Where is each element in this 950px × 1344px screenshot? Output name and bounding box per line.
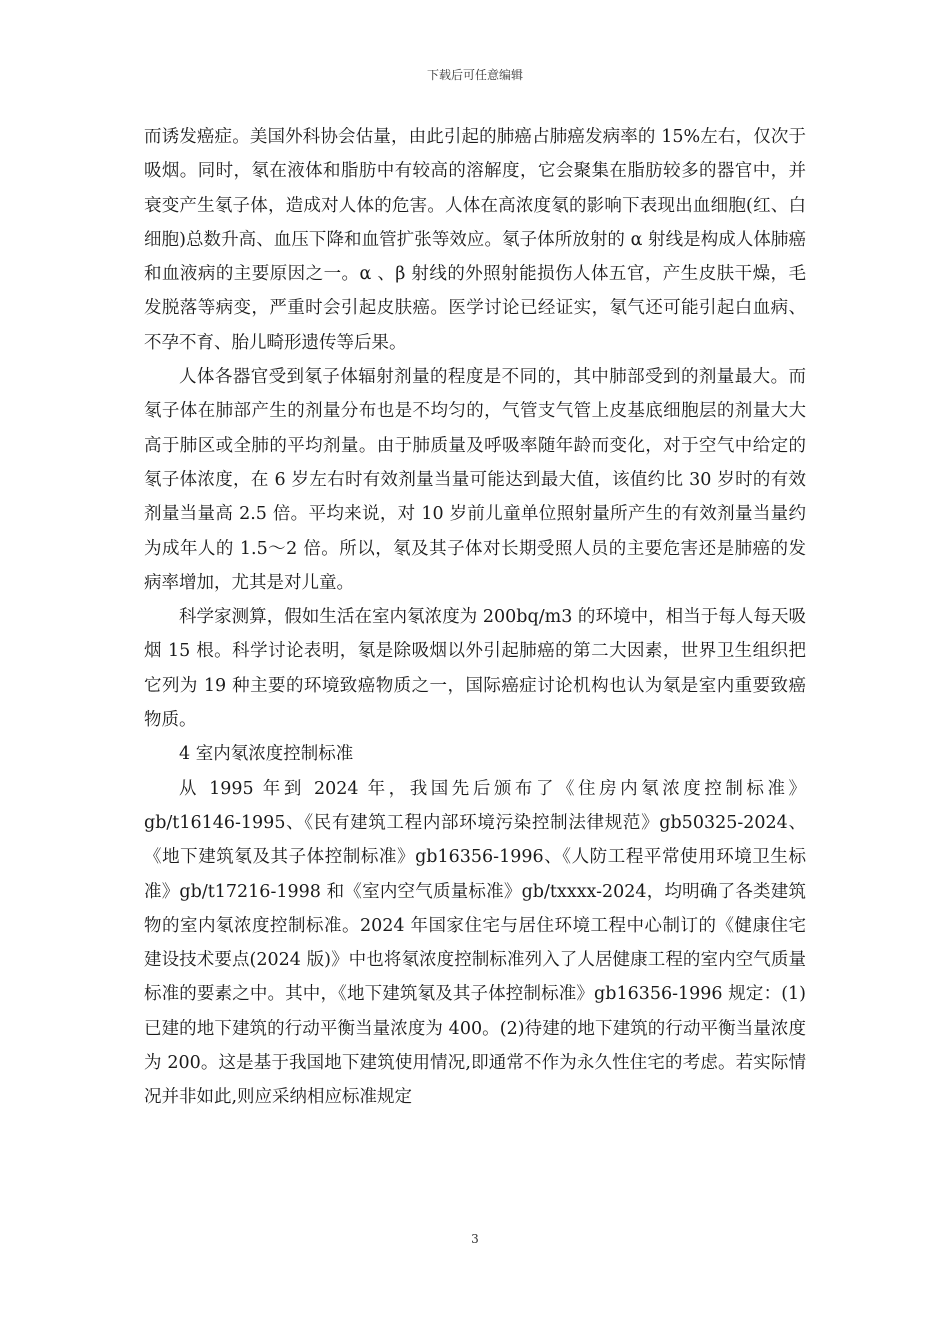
page-header: 下载后可任意编辑 xyxy=(426,68,523,82)
body-paragraph: 从 1995 年到 2024 年，我国先后颁布了《住房内氡浓度控制标准》gb/t16146-1995、《民有建筑工程内部环境污染控制法律规范》gb50325-2024、《地下建筑氡及其子体控制标准》gb16356-1996、《人防工程平常使用环境卫生标准》gb/t17216-1998 和《室内空气质量标准》gb/txxxx-2024，均明确了各类建筑物的室内氡浓度控制标准。2024 年国家住宅与居住环境工程中心制订的《健康住宅建设技术要点(2024 版)》中也将氡浓度控制标准列入了人居健康工程的室内空气质量标准的要素之中。其中，《地下建筑氡及其子体控制标准》gb16356-1996 规定：(1)已建的地下建筑的行动平衡当量浓度为 400。(2)待建的地下建筑的行动平衡当量浓度为 200。这是基于我国地下建筑使用情况,即通常不作为永久性住宅的考虑。若实际情况并非如此,则应采纳相应标准规定 xyxy=(144,778,806,1108)
page-number: 3 xyxy=(471,1232,479,1246)
body-paragraph: 而诱发癌症。美国外科协会估量，由此引起的肺癌占肺癌发病率的 15%左右，仅次于吸烟。同时，氡在液体和脂肪中有较高的溶解度，它会聚集在脂肪较多的器官中，并衰变产生氡子体，造成对人体的危害。人体在高浓度氡的影响下表现出血细胞(红、白细胞)总数升高、血压下降和血管扩张等效应。氡子体所放射的 α 射线是构成人体肺癌和血液病的主要原因之一。α 、β 射线的外照射能损伤人体五官，产生皮肤干燥，毛发脱落等病变，严重时会引起皮肤癌。医学讨论已经证实，氡气还可能引起白血病、不孕不育、胎儿畸形遗传等后果。 xyxy=(144,127,806,353)
section-heading: 4 室内氡浓度控制标准 xyxy=(179,744,354,765)
document-body xyxy=(144,120,806,1115)
body-paragraph: 科学家测算，假如生活在室内氡浓度为 200bq/m3 的环境中，相当于每人每天吸烟 15 根。科学讨论表明，氡是除吸烟以外引起肺癌的第二大因素，世界卫生组织把它列为 19 种主要的环境致癌物质之一，国际癌症讨论机构也认为氡是室内重要致癌物质。 xyxy=(144,607,806,731)
body-paragraph: 人体各器官受到氡子体辐射剂量的程度是不同的，其中肺部受到的剂量最大。而氡子体在肺部产生的剂量分布也是不均匀的，气管支气管上皮基底细胞层的剂量大大高于肺区或全肺的平均剂量。由于肺质量及呼吸率随年龄而变化，对于空气中给定的氡子体浓度，在 6 岁左右时有效剂量当量可能达到最大值，该值约比 30 岁时的有效剂量当量高 2.5 倍。平均来说，对 10 岁前儿童单位照射量所产生的有效剂量当量约为成年人的 1.5～2 倍。所以，氡及其子体对长期受照人员的主要危害还是肺癌的发病率增加，尤其是对儿童。 xyxy=(144,367,806,593)
